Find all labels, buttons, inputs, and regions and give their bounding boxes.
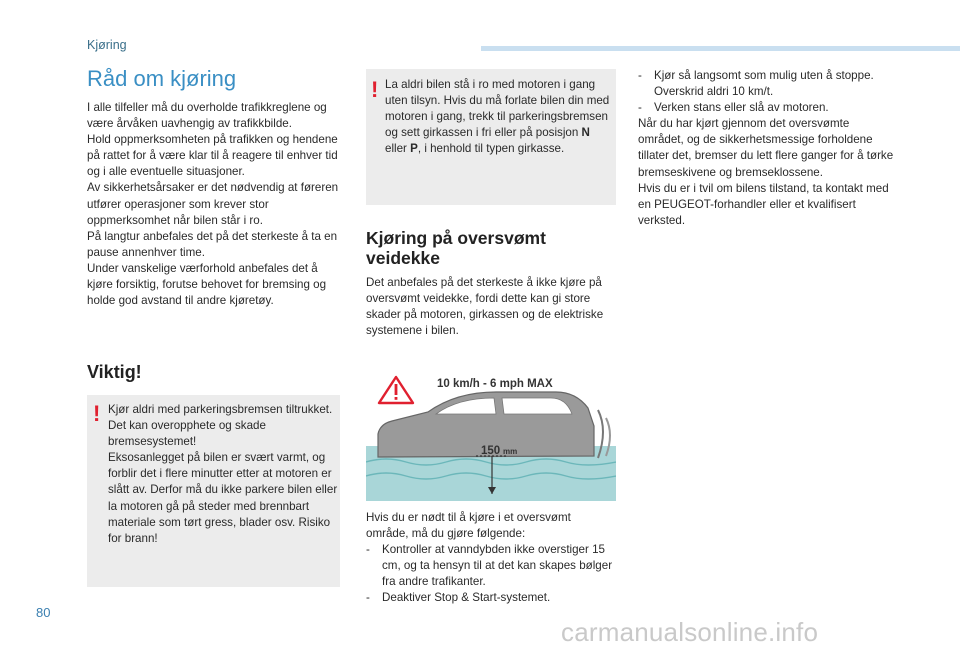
- flood-illustration: [366, 370, 616, 501]
- intro-paragraph: Hold oppmerksomheten på trafikken og hendene på rattet for å være klar til å reagere til enhver tid og i alle eventuelle situasjoner.: [87, 133, 338, 179]
- list-item: [366, 542, 616, 590]
- dash-bullet: -: [366, 543, 370, 557]
- warning-paragraph: Eksosanlegget på bilen er svært varmt, og forblir det i flere minutter etter at motoren er slått av. Derfor må du ikke parkere bilen eller la motoren gå på steder med brennbart materiale som tørt gress, blader osv. Risiko for brann!: [108, 451, 338, 545]
- page-number: 80: [36, 605, 51, 620]
- gear-p: P: [410, 142, 418, 156]
- flood-paragraph: Det anbefales på det sterkeste å ikke kjøre på oversvømt veidekke, fordi dette kan gi store skader på motoren, girkassen og de elektriske systemene i bilen.: [366, 276, 604, 338]
- depth-unit: mm: [503, 447, 518, 456]
- list-item-text: Deaktiver Stop & Start-systemet.: [382, 591, 551, 605]
- intro-paragraph: På langtur anbefales det på det sterkeste å ta en pause annenhver time.: [87, 229, 338, 259]
- list-item-text: Kjør så langsomt som mulig uten å stoppe. Overskrid aldri 10 km/t.: [654, 69, 874, 99]
- warning-text-part: , i henhold til typen girkasse.: [417, 142, 565, 156]
- intro-paragraph: Av sikkerhetsårsaker er det nødvendig at føreren utfører operasjoner som krever stor oppmerksomhet når bilen står i ro.: [87, 181, 339, 227]
- intro-paragraph: Under vanskelige værforhold anbefales det å kjøre forsiktig, forutse behovet for bremsing og holde god avstand til andre kjøretøy.: [87, 261, 327, 308]
- page-title: Råd om kjøring: [87, 66, 237, 91]
- dash-bullet: -: [638, 101, 642, 115]
- intro-paragraph: I alle tilfeller må du overholde trafikkreglene og være årvåken uavhengig av trafikkbilde.: [87, 101, 327, 131]
- flood-figure-svg: [366, 370, 616, 501]
- watermark: carmanualsonline.info: [561, 617, 819, 647]
- header-bar: [481, 46, 960, 51]
- warning-triangle-dot: [395, 397, 398, 400]
- warning-box-parking-brake: [87, 395, 340, 587]
- flood-heading: Kjøring på oversvømt veidekke: [366, 228, 546, 268]
- intro-text: [87, 100, 345, 309]
- list-item: [366, 590, 616, 606]
- gear-n: N: [581, 126, 590, 140]
- important-heading: Viktig!: [87, 362, 142, 382]
- warning-text: [108, 402, 338, 547]
- after-flood-paragraph: Når du har kjørt gjennom det oversvømte området, og de sikkerhetsmessige forholdene tillater det, bremser du lett flere ganger for å tørke bremseskivene og bremseklossene.: [638, 117, 894, 179]
- section-header: Kjøring: [87, 38, 127, 52]
- flood-instructions-intro: Hvis du er nødt til å kjøre i et oversvømt område, må du gjøre følgende:: [366, 511, 571, 541]
- warning-icon: !: [371, 77, 379, 102]
- right-column-text: [638, 68, 896, 229]
- list-item-text: Kontroller at vanndybden ikke overstiger 15 cm, og ta hensyn til at det kan skapes bølger fra andre trafikanter.: [382, 543, 613, 589]
- warning-triangle-bar: [395, 384, 398, 395]
- list-item: [638, 100, 896, 116]
- list-item: [638, 68, 896, 100]
- dash-bullet: -: [638, 69, 642, 82]
- flood-instructions: [366, 510, 616, 607]
- after-flood-paragraph: Hvis du er i tvil om bilens tilstand, ta kontakt med en PEUGEOT-forhandler eller et kvalifisert verksted.: [638, 181, 889, 227]
- warning-text: [385, 77, 610, 157]
- warning-box-engine-running: [366, 69, 616, 205]
- car-window-rear: [502, 398, 572, 414]
- list-item-text: Verken stans eller slå av motoren.: [654, 101, 829, 115]
- warning-paragraph: Kjør aldri med parkeringsbremsen tiltrukket. Det kan overopphete og skade bremsesystemet!: [108, 403, 333, 449]
- depth-value: 150: [481, 445, 501, 457]
- warning-text-part: La aldri bilen stå i ro med motoren i gang uten tilsyn. Hvis du må forlate bilen din med motoren i gang, trekk til parkeringsbremsen og sett girkassen i fri eller på posisjon: [385, 78, 610, 140]
- speed-limit-label: 10 km/h - 6 mph MAX: [437, 378, 553, 390]
- warning-icon: !: [93, 401, 101, 426]
- dash-bullet: -: [366, 591, 370, 605]
- warning-text-part: eller: [385, 142, 411, 156]
